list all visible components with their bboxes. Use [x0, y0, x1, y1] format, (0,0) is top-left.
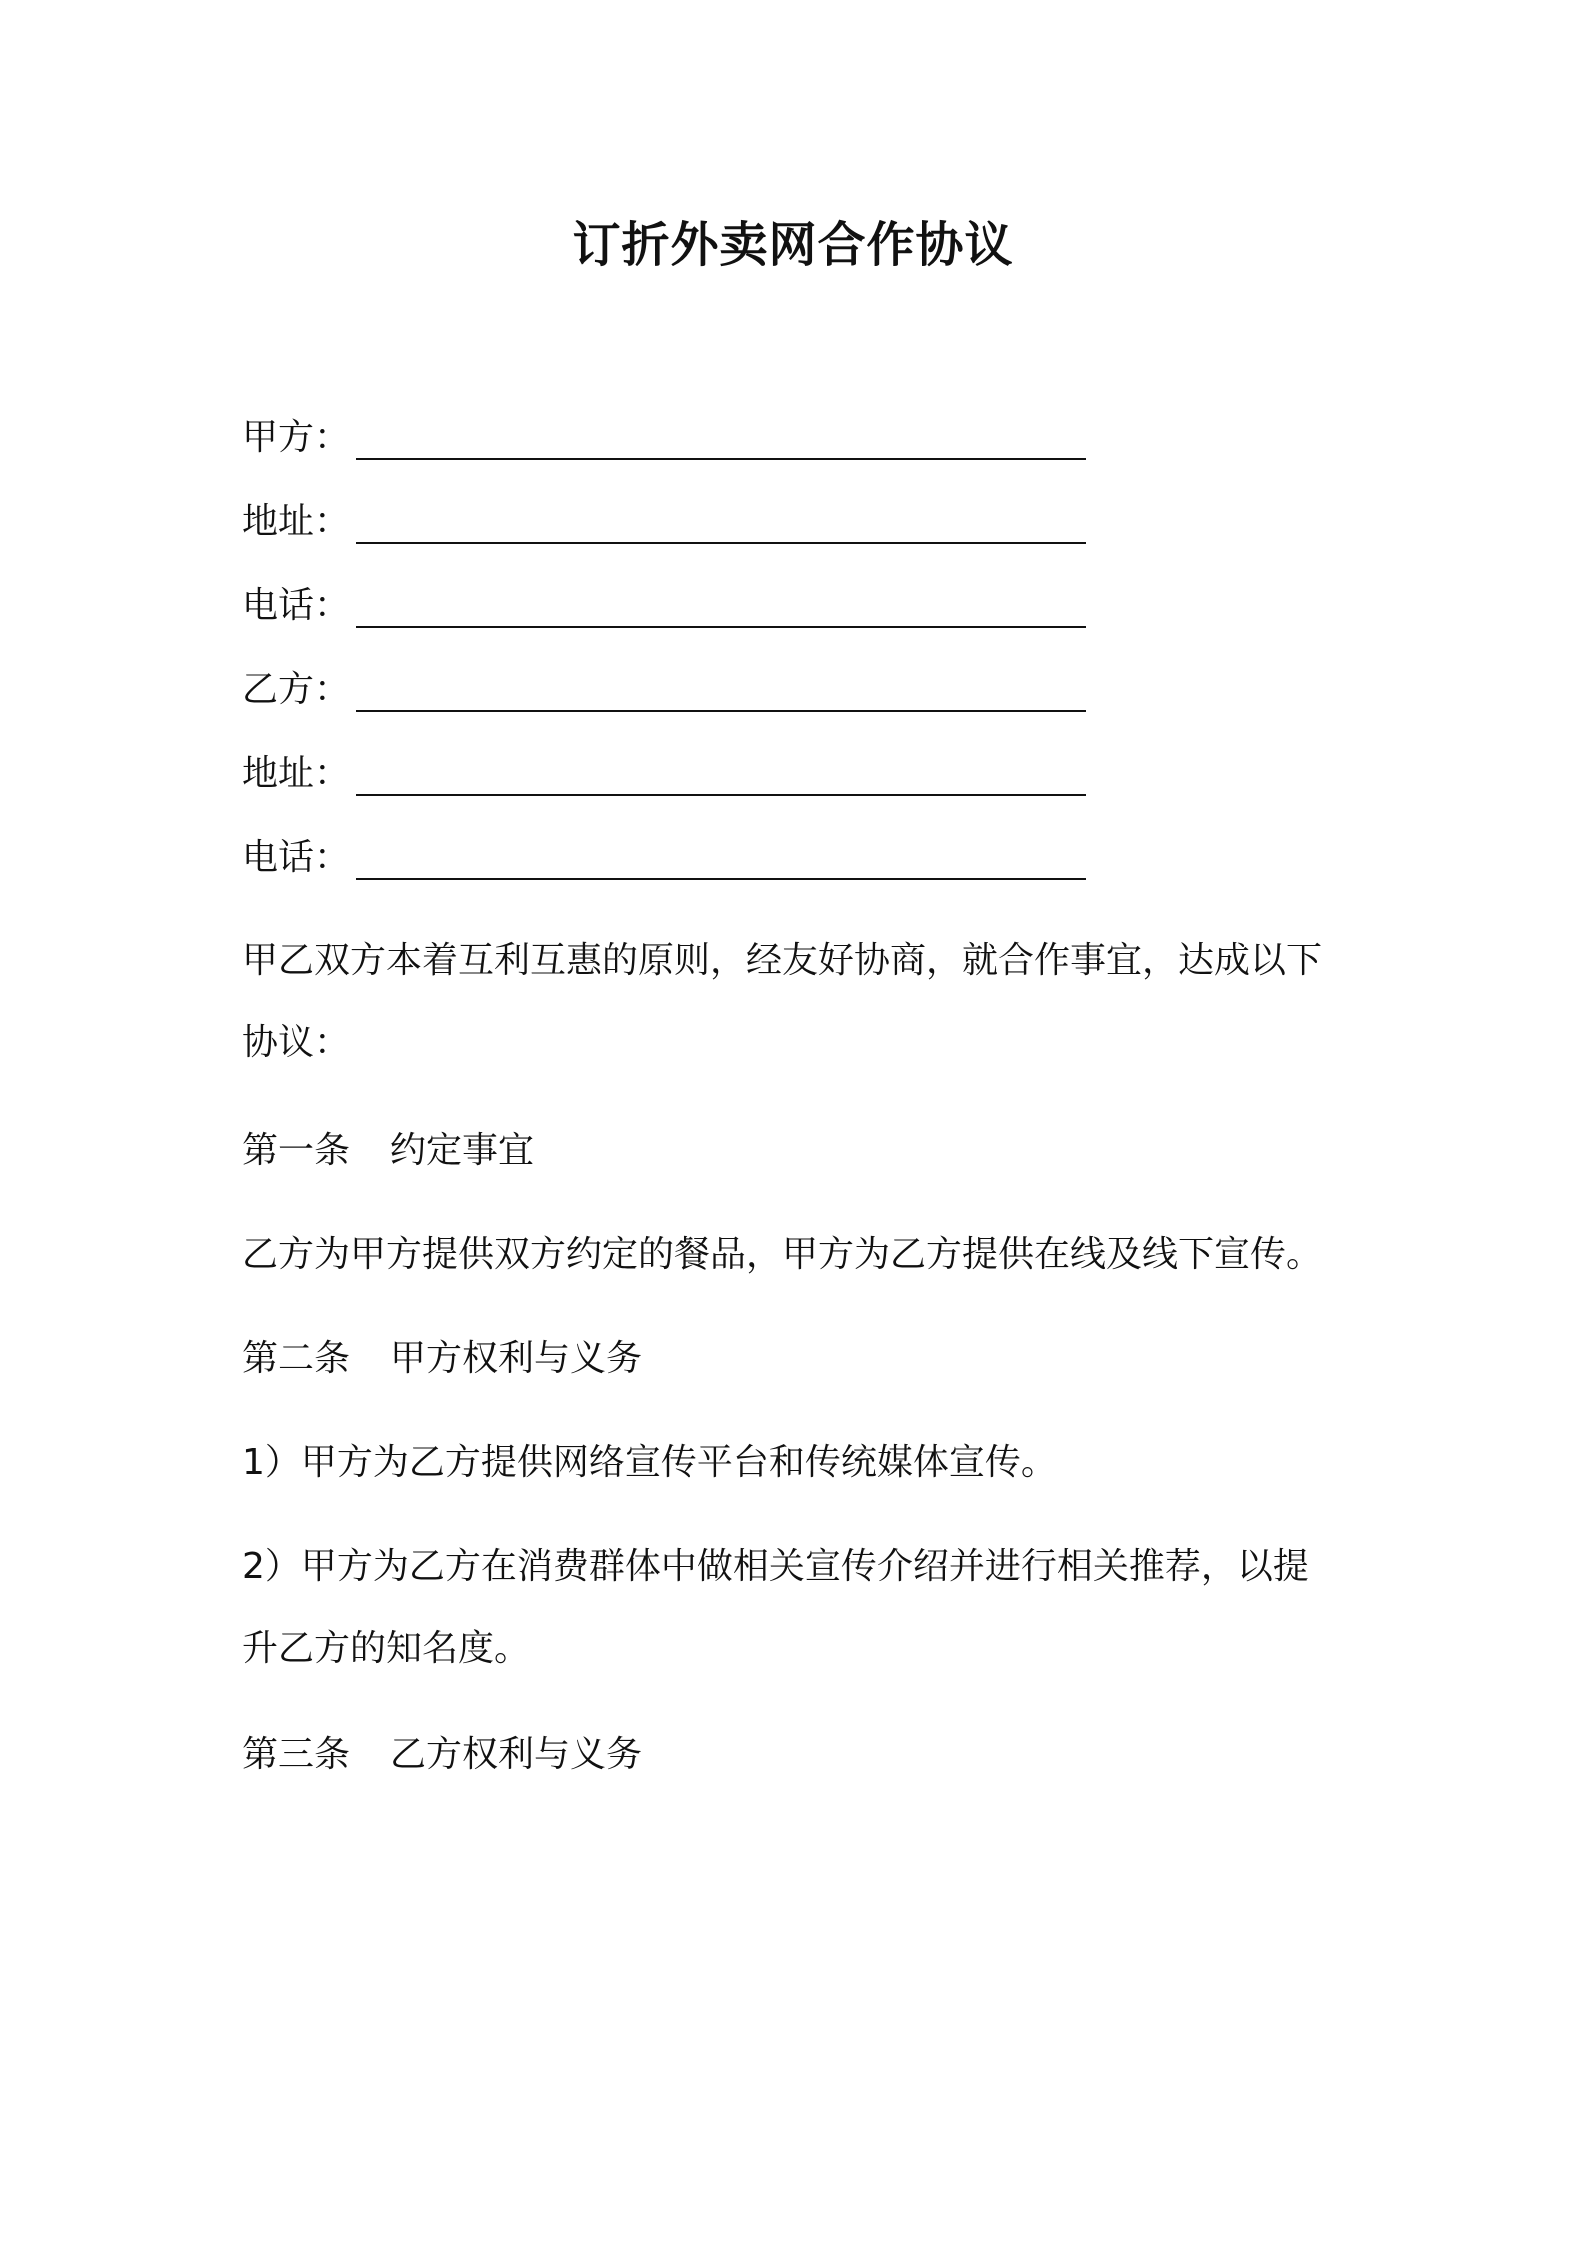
article-heading [242, 1318, 1362, 1400]
field-label: 电话： [242, 837, 351, 878]
article-number: 第三条 [242, 1734, 351, 1775]
field-party-a-address [242, 492, 1092, 552]
field-party-b-address [242, 744, 1092, 804]
intro-line: 协议： [242, 1022, 351, 1063]
field-party-b [242, 660, 1092, 720]
field-blank-line[interactable] [356, 794, 1086, 796]
field-label: 地址： [242, 753, 351, 794]
article-number: 第二条 [242, 1338, 351, 1379]
field-blank-line[interactable] [356, 878, 1086, 880]
field-blank-line[interactable] [356, 542, 1086, 544]
field-label: 甲方： [242, 417, 351, 458]
article-body-line: 乙方为甲方提供双方约定的餐品，甲方为乙方提供在线及线下宣传。 [242, 1234, 1323, 1275]
article-item [242, 1422, 1362, 1504]
article-item-line: 1）甲方为乙方提供网络宣传平台和传统媒体宣传。 [242, 1442, 1057, 1483]
article-body [242, 1214, 1362, 1296]
intro-paragraph [242, 920, 1362, 1084]
field-label: 乙方： [242, 669, 351, 710]
field-party-a-phone [242, 576, 1092, 636]
article-title: 约定事宜 [390, 1130, 535, 1171]
document-title: 订折外卖网合作协议 [572, 217, 1014, 273]
article-heading [242, 1714, 1362, 1796]
article-item [242, 1526, 1362, 1690]
article-number: 第一条 [242, 1130, 351, 1171]
field-label: 电话： [242, 585, 351, 626]
field-blank-line[interactable] [356, 626, 1086, 628]
article-item-line: 升乙方的知名度。 [242, 1628, 531, 1669]
article-item-line: 2）甲方为乙方在消费群体中做相关宣传介绍并进行相关推荐，以提 [242, 1546, 1309, 1587]
field-label: 地址： [242, 501, 351, 542]
field-blank-line[interactable] [356, 458, 1086, 460]
field-party-a [242, 408, 1092, 468]
intro-line: 甲乙双方本着互利互惠的原则，经友好协商，就合作事宜，达成以下 [242, 940, 1323, 981]
article-title: 乙方权利与义务 [390, 1734, 643, 1775]
article-title: 甲方权利与义务 [390, 1338, 643, 1379]
field-blank-line[interactable] [356, 710, 1086, 712]
field-party-b-phone [242, 828, 1092, 888]
article-heading [242, 1110, 1362, 1192]
